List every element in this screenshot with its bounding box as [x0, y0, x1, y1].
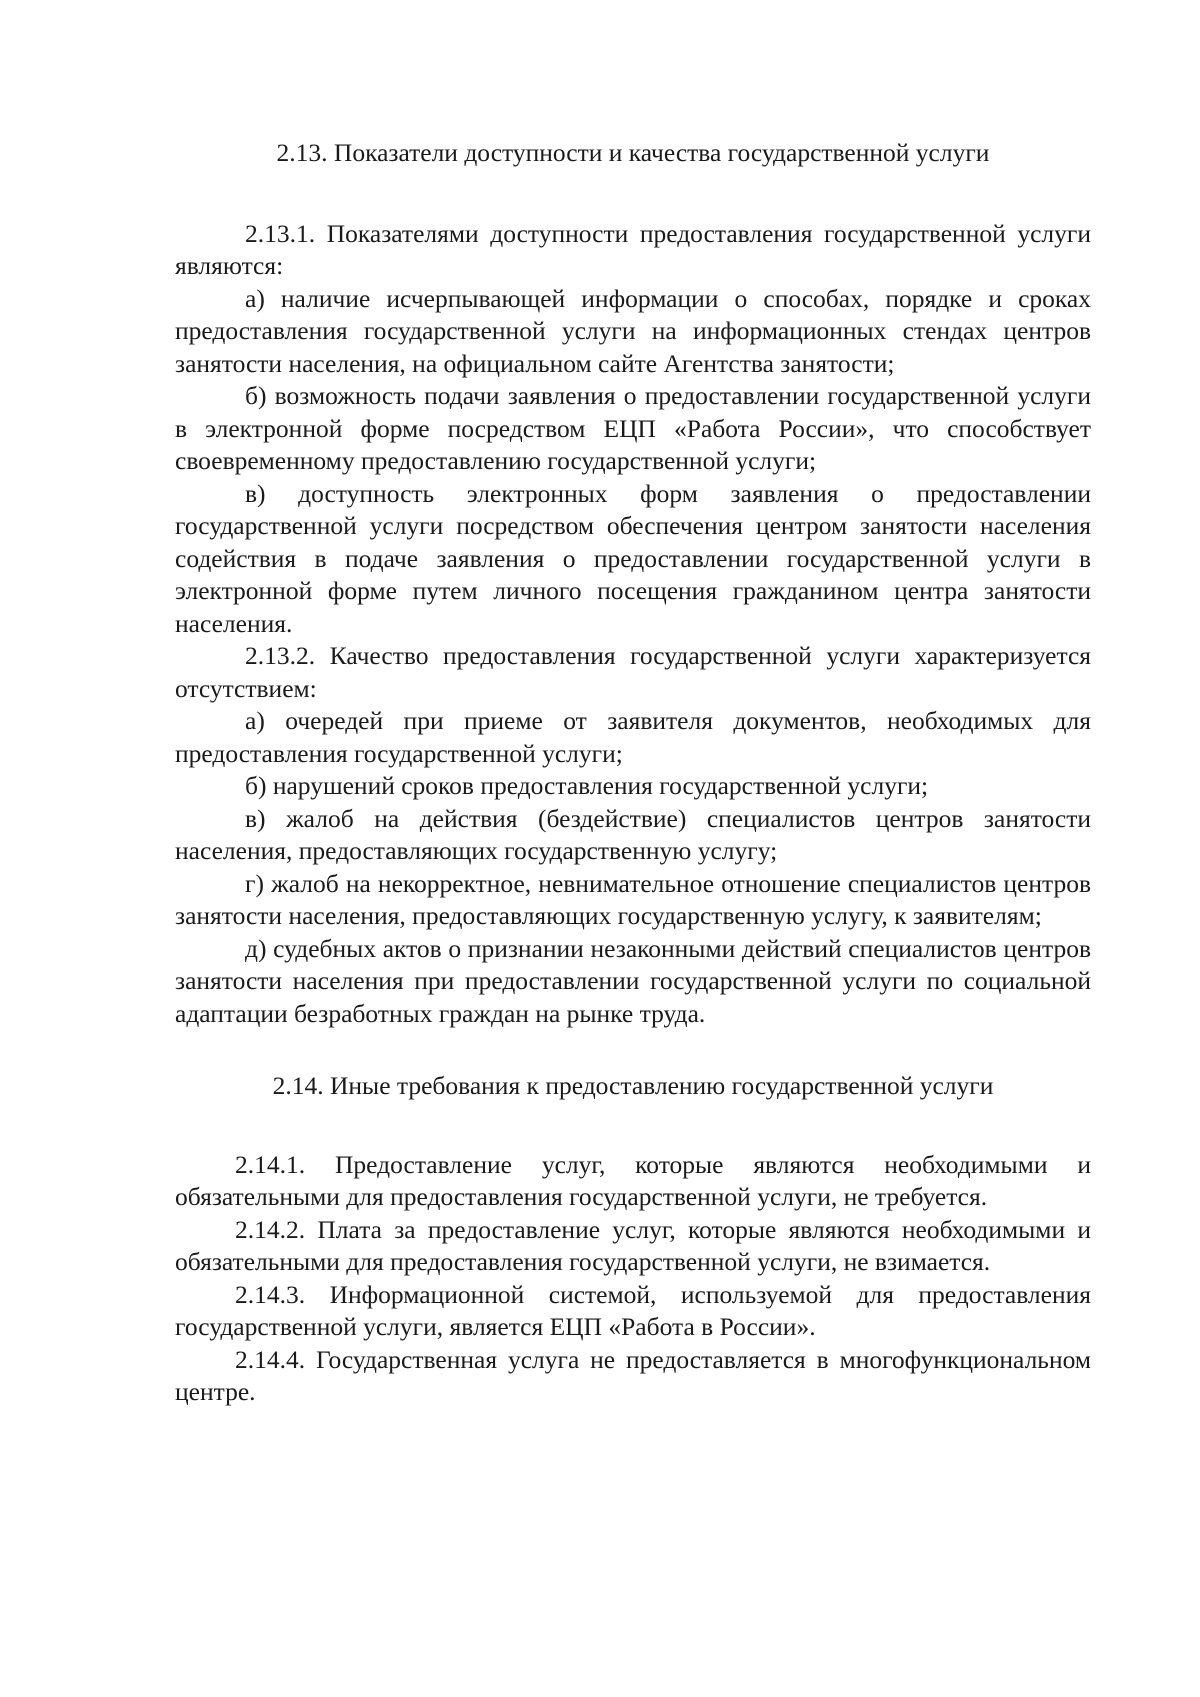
- item-availability-v: в) доступность электронных форм заявления о предоставлении государственной услуги посредством обеспечения центром занятости населения содействия в подаче заявления о предоставлении государственной услуги в электронной форме путем личного посещения гражданином центра занятости населения.: [175, 478, 1091, 638]
- paragraph-2-14-4: 2.14.4. Государственная услуга не предоставляется в многофункциональном центре.: [175, 1344, 1091, 1406]
- paragraph-2-14-1: 2.14.1. Предоставление услуг, которые являются необходимыми и обязательными для предоставления государственной услуги, не требуется.: [175, 1149, 1091, 1211]
- document-body: [175, 137, 1091, 1409]
- paragraph-2-13-2: 2.13.2. Качество предоставления государственной услуги характеризуется отсутствием:: [175, 641, 1091, 703]
- paragraph-2-14-2: 2.14.2. Плата за предоставление услуг, которые являются необходимыми и обязательными для предоставления государственной услуги, не взимается.: [175, 1214, 1091, 1276]
- paragraph-2-14-3: 2.14.3. Информационной системой, используемой для предоставления государственной услуги, является ЕЦП «Работа в России».: [175, 1279, 1091, 1341]
- item-quality-g: г) жалоб на некорректное, невнимательное отношение специалистов центров занятости населения, предоставляющих государственную услугу, к заявителям;: [175, 868, 1091, 930]
- item-quality-v: в) жалоб на действия (бездействие) специалистов центров занятости населения, предоставляющих государственную услугу;: [175, 803, 1091, 865]
- item-quality-a: а) очередей при приеме от заявителя документов, необходимых для предоставления государственной услуги;: [175, 706, 1091, 768]
- item-availability-a: а) наличие исчерпывающей информации о способах, порядке и сроках предоставления государственной услуги на информационных стендах центров занятости населения, на официальном сайте Агентства занятости;: [175, 283, 1091, 378]
- item-quality-d: д) судебных актов о признании незаконными действий специалистов центров занятости населения при предоставлении государственной услуги по социальной адаптации безработных граждан на рынке труда.: [175, 933, 1091, 1028]
- item-quality-b: б) нарушений сроков предоставления государственной услуги;: [245, 771, 929, 800]
- paragraph-2-13-1: 2.13.1. Показателями доступности предоставления государственной услуги являются:: [175, 218, 1091, 280]
- section-heading-2-14: 2.14. Иные требования к предоставлению государственной услуги: [272, 1071, 994, 1100]
- item-availability-b: б) возможность подачи заявления о предоставлении государственной услуги в электронной форме посредством ЕЦП «Работа России», что способствует своевременному предоставлению государственной услуги;: [175, 381, 1091, 475]
- section-heading-2-13: 2.13. Показатели доступности и качества государственной услуги: [276, 138, 990, 167]
